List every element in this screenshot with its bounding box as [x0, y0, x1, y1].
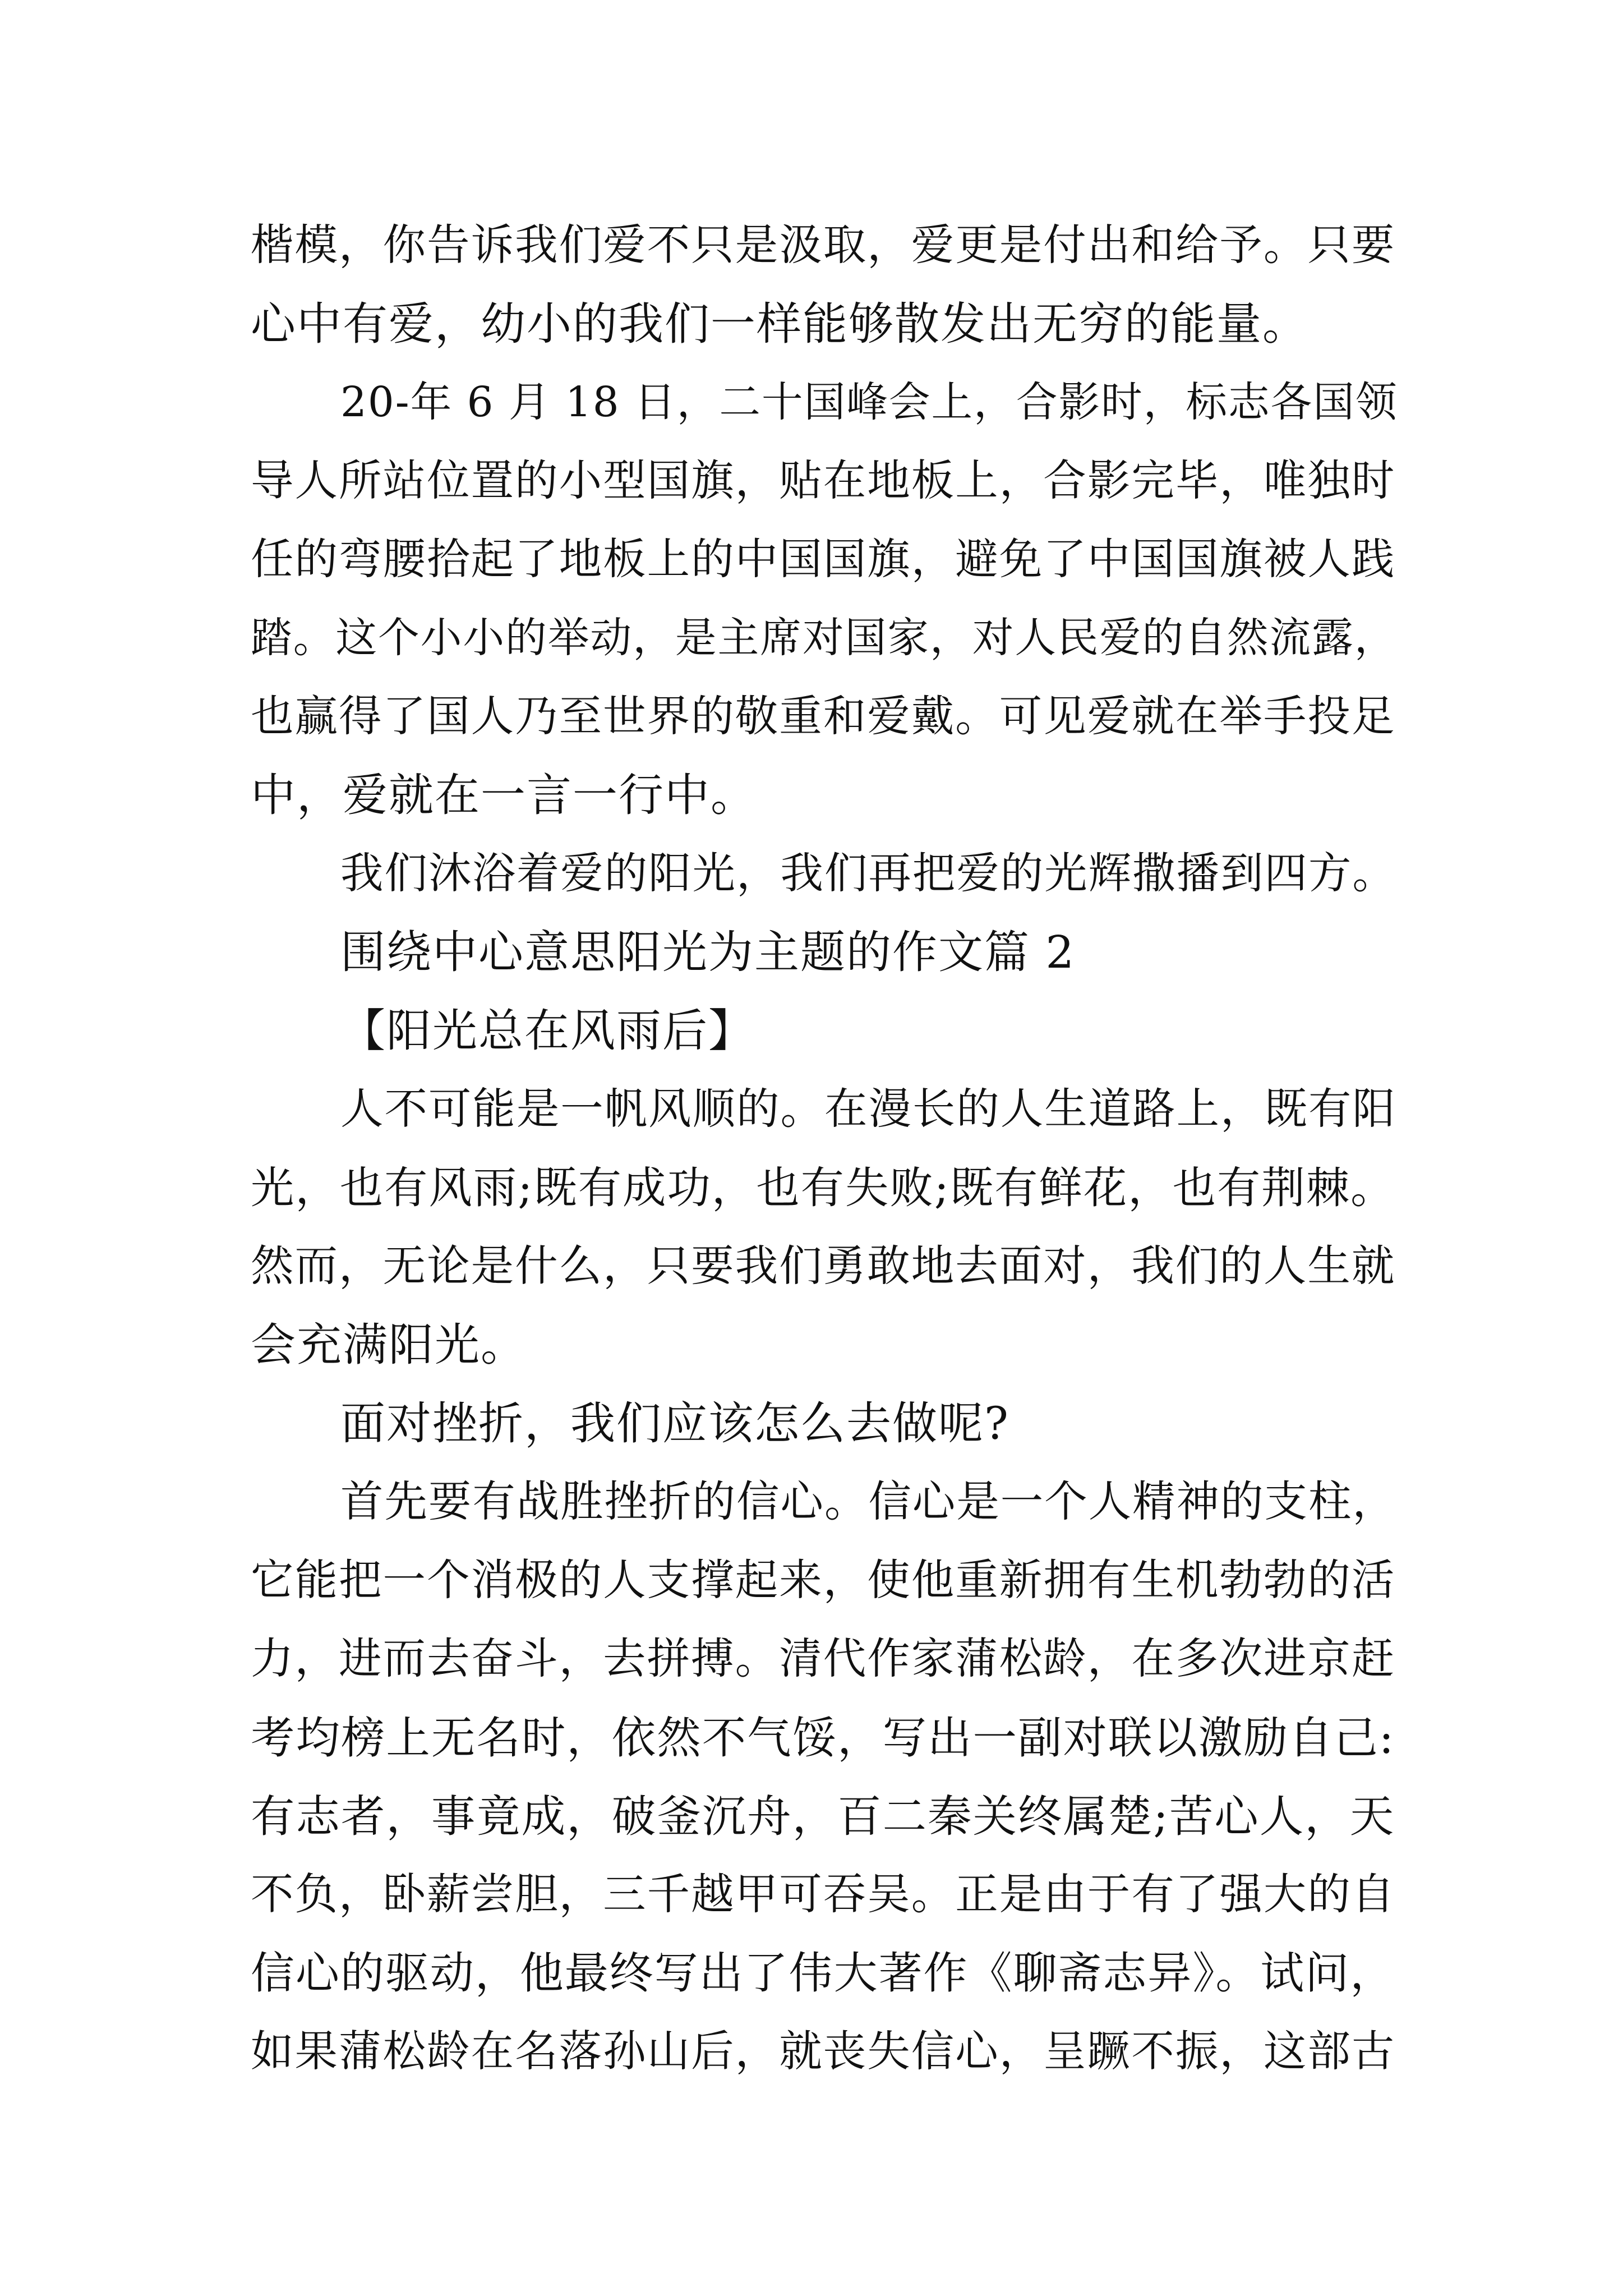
text-line: 我们沐浴着爱的阳光，我们再把爱的光辉撒播到四方。 [340, 849, 1396, 899]
text-line: 中，爱就在一言一行中。 [251, 769, 757, 821]
essay-body [251, 206, 1406, 2091]
text-line: 楷模，你告诉我们爱不只是汲取，爱更是付出和给予。只要 [251, 220, 1396, 270]
text-line: 力，进而去奋斗，去拼搏。清代作家蒲松龄，在多次进京赶 [251, 1634, 1396, 1684]
text-line: 20-年 6 月 18 日，二十国峰会上，合影时，标志各国领 [340, 379, 1398, 426]
text-line: 人不可能是一帆风顺的。在漫长的人生道路上，既有阳 [340, 1084, 1396, 1134]
text-line: 踏。这个小小的举动，是主席对国家，对人民爱的自然流露， [251, 614, 1397, 662]
text-line: 不负，卧薪尝胆，三千越甲可吞吴。正是由于有了强大的自 [251, 1870, 1396, 1920]
text-line: 如果蒲松龄在名落孙山后，就丧失信心，呈蹶不振，这部古 [251, 2027, 1396, 2077]
text-line: 面对挫折，我们应该怎么去做呢? [340, 1397, 1009, 1450]
text-line: 然而，无论是什么，只要我们勇敢地去面对，我们的人生就 [251, 1241, 1396, 1291]
text-line: 【阳光总在风雨后】 [340, 1005, 754, 1057]
text-line: 信心的驱动，他最终写出了伟大著作《聊斋志异》。试问， [251, 1948, 1395, 1999]
text-line: 有志者，事竟成，破釜沉舟，百二秦关终属楚;苦心人，天 [251, 1791, 1395, 1842]
text-line: 它能把一个消极的人支撑起来，使他重新拥有生机勃勃的活 [251, 1556, 1396, 1605]
text-line: 心中有爱，幼小的我们一样能够散发出无穷的能量。 [251, 298, 1308, 350]
text-line: 任的弯腰拾起了地板上的中国国旗，避免了中国国旗被人践 [251, 535, 1396, 585]
text-line: 导人所站位置的小型国旗，贴在地板上，合影完毕，唯独时 [251, 456, 1396, 506]
text-line: 围绕中心意思阳光为主题的作文篇 2 [340, 926, 1076, 978]
text-line: 会充满阳光。 [251, 1319, 527, 1371]
text-line: 光，也有风雨;既有成功，也有失败;既有鲜花，也有荆棘。 [251, 1163, 1395, 1213]
text-line: 首先要有战胜挫折的信心。信心是一个人精神的支柱， [340, 1477, 1396, 1527]
text-line: 考均榜上无名时，依然不气馁，写出一副对联以激励自己: [251, 1712, 1395, 1764]
text-line: 也赢得了国人乃至世界的敬重和爱戴。可见爱就在举手投足 [251, 692, 1396, 742]
